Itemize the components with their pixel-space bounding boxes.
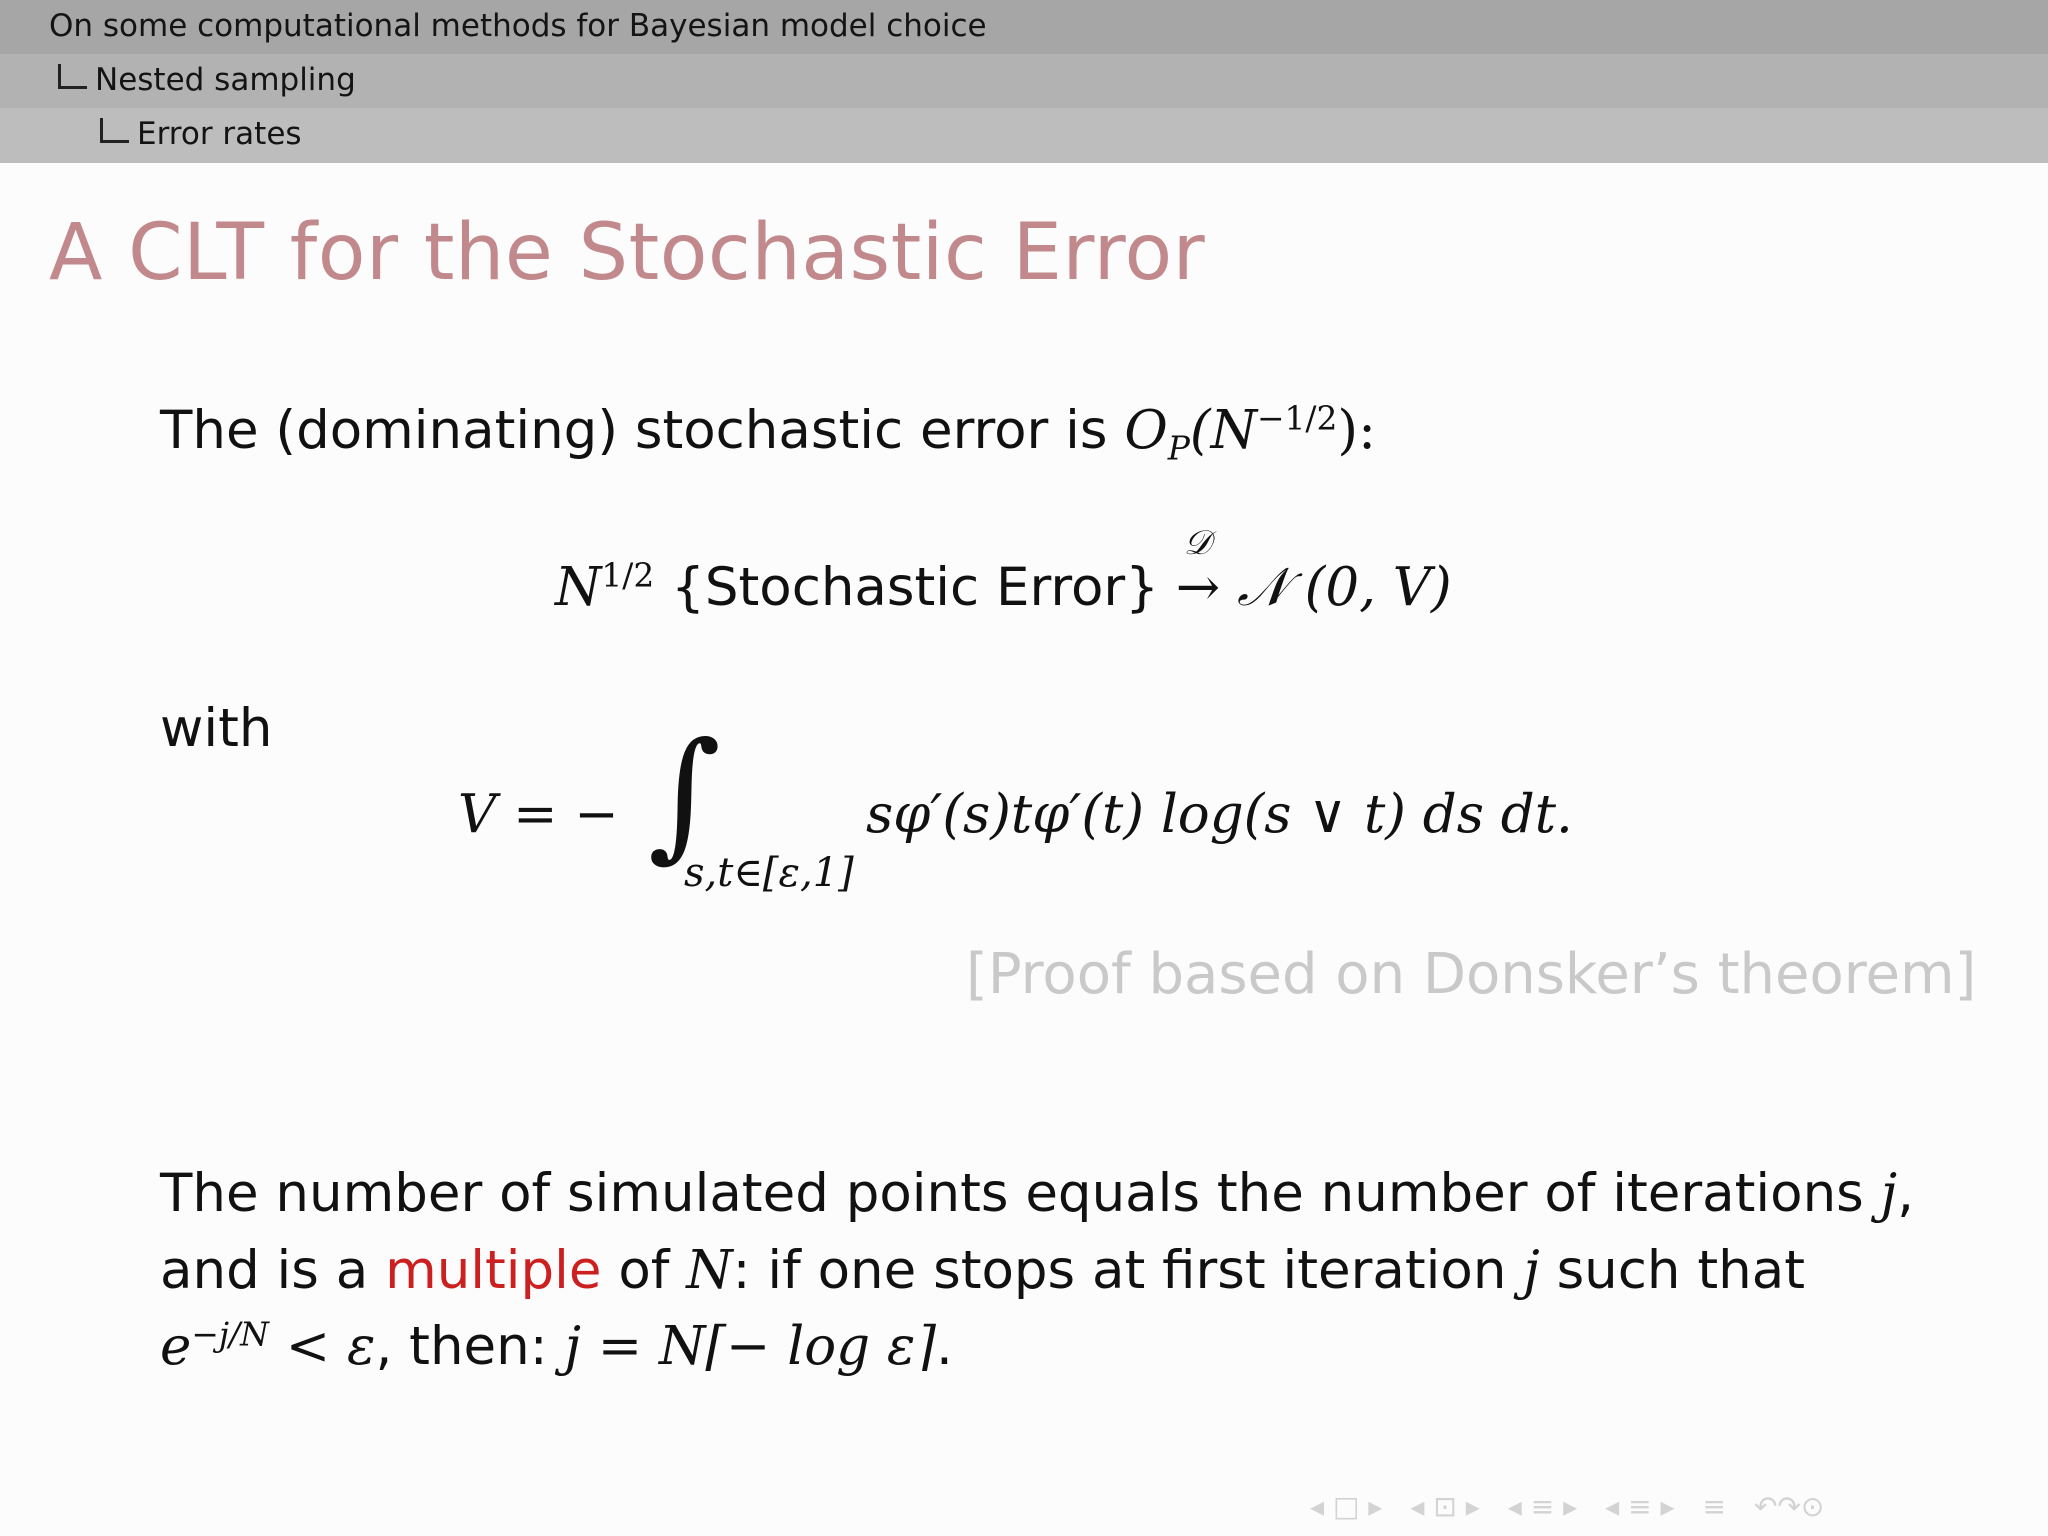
header-section-title: On some computational methods for Bayesian model choice bbox=[49, 8, 987, 44]
nav-appendix-icon[interactable]: ≡ bbox=[1702, 1490, 1726, 1523]
integral-domain: s,t∈[ε,1] bbox=[684, 850, 854, 896]
with-label: with bbox=[160, 698, 273, 759]
header-subsubsection-title: Error rates bbox=[137, 116, 302, 152]
header-subsubsection-bar[interactable] bbox=[0, 108, 2048, 163]
slide-title: A CLT for the Stochastic Error bbox=[49, 208, 1206, 298]
header-subsection-bar[interactable] bbox=[0, 54, 2048, 108]
variance-equation-lhs: V = − bbox=[458, 784, 619, 845]
nav-document-icon[interactable]: ◂ ≡ ▸ bbox=[1605, 1490, 1675, 1523]
emphasis-multiple: multiple bbox=[385, 1240, 602, 1301]
integral-sign: ∫ bbox=[648, 713, 721, 876]
tree-connector-icon bbox=[58, 64, 87, 89]
header-section-bar[interactable] bbox=[0, 0, 2048, 54]
nav-frame-icon[interactable]: ◂ □ ▸ bbox=[1310, 1490, 1383, 1523]
variance-equation-integrand: sφ′(s)tφ′(t) log(s ∨ t) ds dt. bbox=[866, 784, 1573, 845]
navigation-bar bbox=[1310, 1490, 1824, 1523]
header-subsection-title: Nested sampling bbox=[95, 62, 356, 98]
nav-search-icon[interactable]: ↶↷⊙ bbox=[1753, 1490, 1825, 1523]
tree-connector-icon bbox=[100, 118, 129, 143]
nav-section-icon[interactable]: ◂ ≡ ▸ bbox=[1507, 1490, 1578, 1523]
paragraph-line-2: and is a multiple of N: if one stops at first iteration j such that bbox=[160, 1240, 1805, 1301]
convergence-arrow: 𝒟 → bbox=[1175, 523, 1221, 618]
clt-equation: $N^{1/2}$ {Stochastic Error} 𝒟 → 𝒩 (0, V) bbox=[555, 523, 1452, 618]
paragraph-line-1: The number of simulated points equals the number of iterations j, bbox=[160, 1163, 1914, 1224]
stochastic-error-statement: The (dominating) stochastic error is $O_P(N^{-1/2})$: bbox=[160, 398, 1376, 468]
paragraph-line-3: $e^{-j/N} < \varepsilon$, then: j = N⌈− log ε⌉. bbox=[160, 1314, 953, 1377]
proof-note: [Proof based on Donsker’s theorem] bbox=[966, 942, 1977, 1007]
nav-subsection-icon[interactable]: ◂ ⊡ ▸ bbox=[1410, 1490, 1480, 1523]
